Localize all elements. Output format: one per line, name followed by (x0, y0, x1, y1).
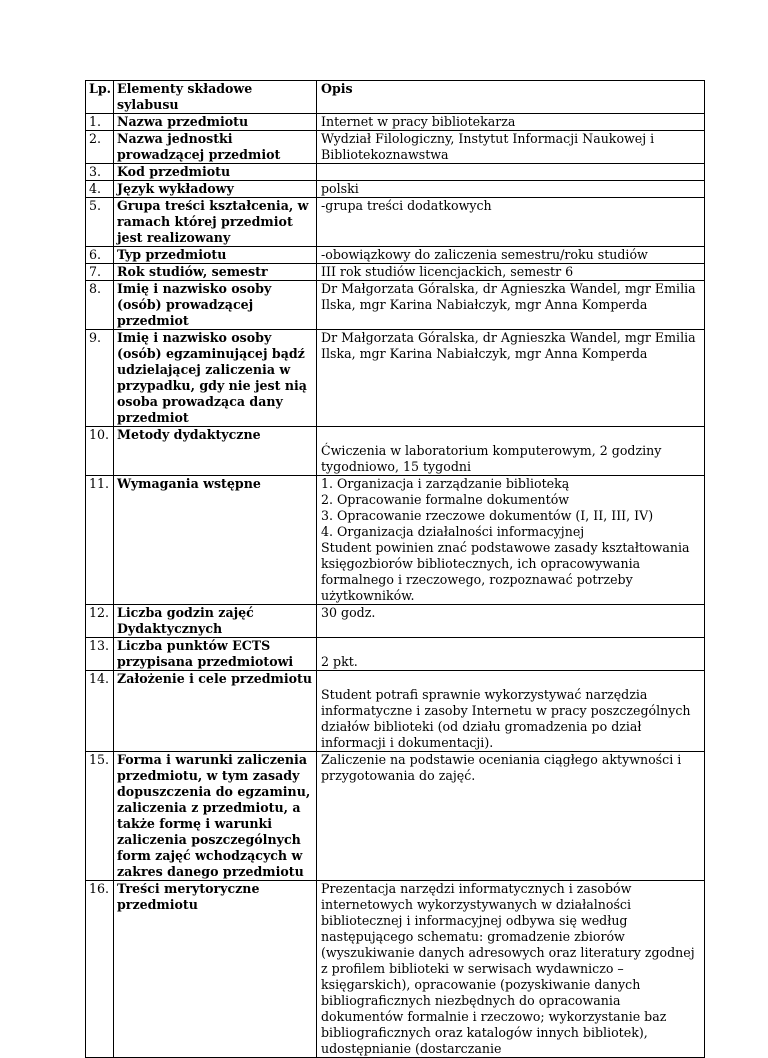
row-number: 10. (86, 427, 114, 476)
table-row (86, 181, 705, 198)
row-number: 9. (86, 330, 114, 427)
description-paragraph: Wydział Filologiczny, Instytut Informacji Naukowej i Bibliotekoznawstwa (321, 131, 655, 162)
syllabus-description (317, 330, 705, 427)
syllabus-description (317, 671, 705, 752)
header-opis: Opis (317, 81, 705, 114)
row-number: 13. (86, 638, 114, 671)
description-paragraph: 3. Opracowanie rzeczowe dokumentów (I, II, III, IV) (321, 508, 654, 523)
syllabus-element: Założenie i cele przedmiotu (114, 671, 317, 752)
row-number: 6. (86, 247, 114, 264)
syllabus-element: Nazwa jednostki prowadzącej przedmiot (114, 131, 317, 164)
row-number: 3. (86, 164, 114, 181)
syllabus-element: Rok studiów, semestr (114, 264, 317, 281)
syllabus-element: Język wykładowy (114, 181, 317, 198)
description-paragraph (321, 427, 702, 443)
row-number: 4. (86, 181, 114, 198)
description-paragraph: 30 godz. (321, 605, 376, 620)
description-paragraph (321, 671, 702, 687)
syllabus-description (317, 247, 705, 264)
header-lp: Lp. (86, 81, 114, 114)
syllabus-description (317, 752, 705, 881)
table-row (86, 281, 705, 330)
syllabus-element: Wymagania wstępne (114, 476, 317, 605)
description-paragraph: 1. Organizacja i zarządzanie biblioteką (321, 476, 570, 491)
syllabus-element: Typ przedmiotu (114, 247, 317, 264)
description-paragraph: Dr Małgorzata Góralska, dr Agnieszka Wandel, mgr Emilia Ilska, mgr Karina Nabiałczyk, mgr Anna Komperda (321, 330, 696, 361)
syllabus-description (317, 181, 705, 198)
syllabus-table (85, 80, 705, 1058)
row-number: 1. (86, 114, 114, 131)
header-element: Elementy składowe sylabusu (114, 81, 317, 114)
syllabus-description (317, 881, 705, 1058)
table-row (86, 131, 705, 164)
description-paragraph (321, 638, 702, 654)
row-number: 16. (86, 881, 114, 1058)
syllabus-element: Kod przedmiotu (114, 164, 317, 181)
description-paragraph: 4. Organizacja działalności informacyjnej (321, 524, 585, 539)
syllabus-element: Liczba punktów ECTS przypisana przedmiotowi (114, 638, 317, 671)
description-paragraph: -grupa treści dodatkowych (321, 198, 492, 213)
row-number: 12. (86, 605, 114, 638)
description-paragraph: III rok studiów licencjackich, semestr 6 (321, 264, 574, 279)
header-row (86, 81, 705, 114)
syllabus-element: Metody dydaktyczne (114, 427, 317, 476)
syllabus-element: Nazwa przedmiotu (114, 114, 317, 131)
table-row (86, 752, 705, 881)
row-number: 8. (86, 281, 114, 330)
syllabus-element: Forma i warunki zaliczenia przedmiotu, w tym zasady dopuszczenia do egzaminu, zaliczenia z przedmiotu, a także formę i warunki zaliczenia poszczególnych form zajęć wchodzących w zakres danego przedmiotu (114, 752, 317, 881)
description-paragraph: -obowiązkowy do zaliczenia semestru/roku studiów (321, 247, 648, 262)
syllabus-element: Treści merytoryczne przedmiotu (114, 881, 317, 1058)
syllabus-description (317, 198, 705, 247)
description-paragraph: polski (321, 181, 359, 196)
row-number: 11. (86, 476, 114, 605)
description-paragraph: Student potrafi sprawnie wykorzystywać narzędzia informatyczne i zasoby Internetu w pracy poszczególnych działów biblioteki (od działu gromadzenia po dział informacji i dokumentacji). (321, 687, 691, 750)
syllabus-description (317, 427, 705, 476)
syllabus-description (317, 281, 705, 330)
table-row (86, 164, 705, 181)
syllabus-element: Imię i nazwisko osoby (osób) egzaminującej bądź udzielającej zaliczenia w przypadku, gdy nie jest nią osoba prowadząca dany przedmiot (114, 330, 317, 427)
description-paragraph: Zaliczenie na podstawie oceniania ciągłego aktywności i przygotowania do zajęć. (321, 752, 682, 783)
row-number: 2. (86, 131, 114, 164)
row-number: 14. (86, 671, 114, 752)
table-row (86, 671, 705, 752)
description-paragraph: 2 pkt. (321, 654, 358, 669)
table-row (86, 638, 705, 671)
syllabus-element: Imię i nazwisko osoby (osób) prowadzącej przedmiot (114, 281, 317, 330)
table-row (86, 247, 705, 264)
table-row (86, 198, 705, 247)
table-row (86, 427, 705, 476)
row-number: 7. (86, 264, 114, 281)
description-paragraph: Prezentacja narzędzi informatycznych i zasobów internetowych wykorzystywanych w działalności bibliotecznej i informacyjnej odbywa się według następującego schematu: gromadzenie zbiorów (wyszukiwanie danych adresowych oraz literatury zgodnej z profilem biblioteki w serwisach wydawniczo – księgarskich), opracowanie (pozyskiwanie danych bibliograficznych niezbędnych do opracowania dokumentów formalnie i rzeczowo; wykorzystanie baz bibliograficznych oraz katalogów innych bibliotek), udostępnianie (dostarczanie (321, 881, 695, 1056)
table-row (86, 605, 705, 638)
description-paragraph: Student powinien znać podstawowe zasady kształtowania księgozbiorów bibliotecznych, ich opracowywania formalnego i rzeczowego, rozpoznawać potrzeby użytkowników. (321, 540, 690, 603)
description-paragraph: Internet w pracy bibliotekarza (321, 114, 516, 129)
syllabus-element: Liczba godzin zajęć Dydaktycznych (114, 605, 317, 638)
syllabus-description (317, 476, 705, 605)
syllabus-description (317, 114, 705, 131)
row-number: 5. (86, 198, 114, 247)
syllabus-description (317, 605, 705, 638)
table-row (86, 264, 705, 281)
description-paragraph: Ćwiczenia w laboratorium komputerowym, 2 godziny tygodniowo, 15 tygodni (321, 443, 662, 474)
table-row (86, 330, 705, 427)
description-paragraph: 2. Opracowanie formalne dokumentów (321, 492, 570, 507)
table-row (86, 881, 705, 1058)
row-number: 15. (86, 752, 114, 881)
description-paragraph: Dr Małgorzata Góralska, dr Agnieszka Wandel, mgr Emilia Ilska, mgr Karina Nabiałczyk, mgr Anna Komperda (321, 281, 696, 312)
syllabus-description (317, 638, 705, 671)
table-row (86, 476, 705, 605)
table-row (86, 114, 705, 131)
syllabus-description (317, 264, 705, 281)
syllabus-element: Grupa treści kształcenia, w ramach której przedmiot jest realizowany (114, 198, 317, 247)
syllabus-description (317, 131, 705, 164)
syllabus-description (317, 164, 705, 181)
